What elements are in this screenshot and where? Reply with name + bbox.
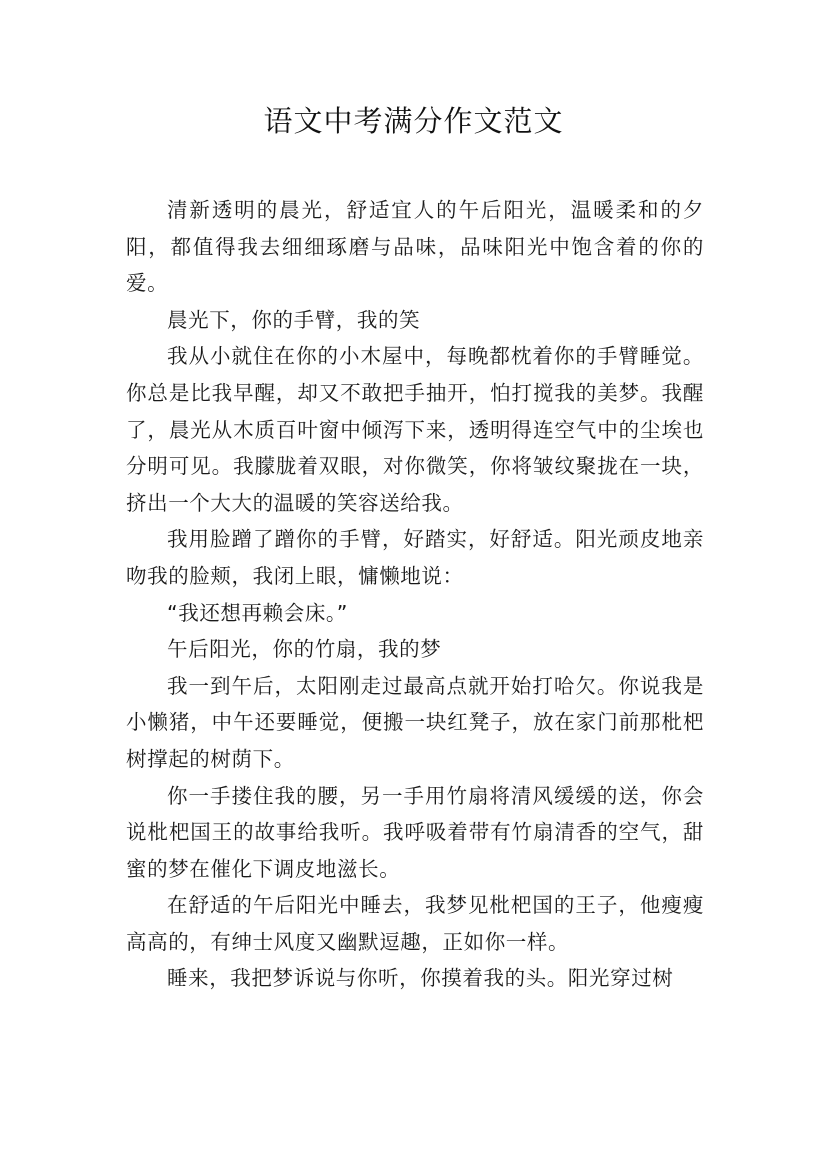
paragraph: 你一手搂住我的腰，另一手用竹扇将清风缓缓的送，你会说枇杷国王的故事给我听。我呼吸着带有竹扇清香的空气，甜蜜的梦在催化下调皮地滋长。 — [126, 783, 704, 881]
paragraph: 我一到午后，太阳刚走过最高点就开始打哈欠。你说我是小懒猪，中午还要睡觉，便搬一块红凳子，放在家门前那枇杷树撑起的树荫下。 — [126, 673, 704, 771]
paragraph: 我从小就住在你的小木屋中，每晚都枕着你的手臂睡觉。你总是比我早醒，却又不敢把手抽开，怕打搅我的美梦。我醒了，晨光从木质百叶窗中倾泻下来，透明得连空气中的尘埃也分明可见。我朦胧着双眼，对你微笑，你将皱纹聚拢在一块，挤出一个大大的温暖的笑容送给我。 — [126, 344, 704, 515]
paragraph: 清新透明的晨光，舒适宜人的午后阳光，温暖柔和的夕阳，都值得我去细细琢磨与品味，品味阳光中饱含着的你的爱。 — [126, 198, 704, 296]
section-heading: 晨光下，你的手臂，我的笑 — [167, 307, 421, 332]
section-heading: 午后阳光，你的竹扇，我的梦 — [167, 637, 442, 662]
document-title: 语文中考满分作文范文 — [263, 104, 564, 138]
paragraph: 睡来，我把梦诉说与你听，你摸着我的头。阳光穿过树 — [167, 966, 674, 991]
paragraph: 在舒适的午后阳光中睡去，我梦见枇杷国的王子，他瘦瘦高高的，有绅士风度又幽默逗趣，正如你一样。 — [126, 893, 704, 954]
paragraph: 我用脸蹭了蹭你的手臂，好踏实，好舒适。阳光顽皮地亲吻我的脸颊，我闭上眼，慵懒地说： — [126, 527, 704, 588]
document-body — [126, 192, 704, 997]
quote-paragraph: “我还想再赖会床。” — [167, 600, 348, 625]
